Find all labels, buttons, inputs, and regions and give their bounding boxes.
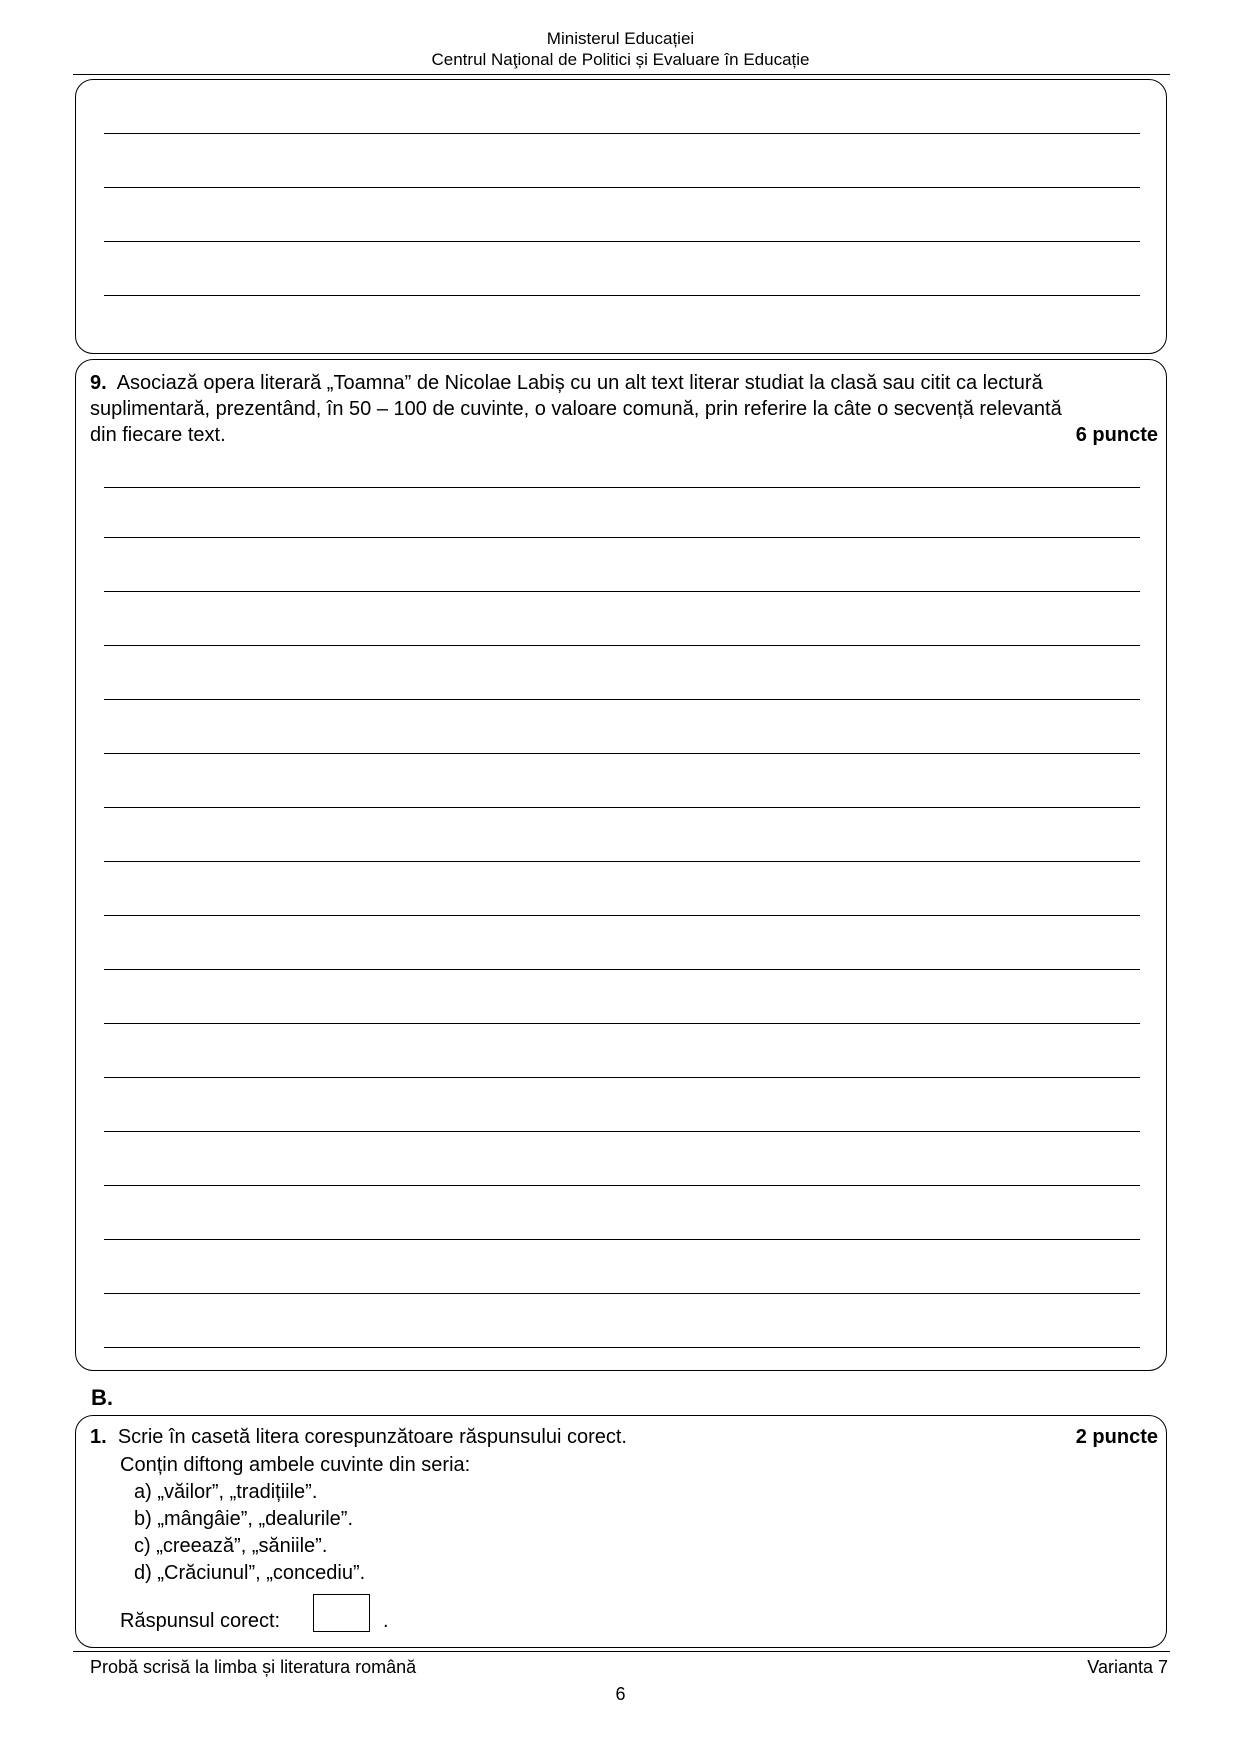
answer-line[interactable] xyxy=(104,133,1140,134)
question-number: 9. xyxy=(90,372,107,394)
option-a[interactable] xyxy=(134,1479,317,1505)
question-points: 6 puncte xyxy=(1075,424,1158,446)
option-text: „văilor”, „tradițiile”. xyxy=(157,1481,318,1503)
answer-line[interactable] xyxy=(104,807,1140,808)
page-header xyxy=(0,28,1241,70)
answer-line[interactable] xyxy=(104,1185,1140,1186)
answer-line[interactable] xyxy=(104,645,1140,646)
footer-divider xyxy=(73,1651,1170,1652)
answer-line[interactable] xyxy=(104,699,1140,700)
section-b-label: B. xyxy=(91,1385,113,1410)
answer-line[interactable] xyxy=(104,487,1140,488)
answer-label: Răspunsul corect: xyxy=(120,1610,281,1632)
answer-box-previous xyxy=(75,79,1167,354)
answer-line[interactable] xyxy=(104,187,1140,188)
question-text-line: Asociază opera literară „Toamna” de Nicolae Labiș cu un alt text literar studiat la clasă sau citit ca lectură xyxy=(116,372,1043,394)
answer-line[interactable] xyxy=(104,1347,1140,1348)
answer-line[interactable] xyxy=(104,753,1140,754)
question-9-text xyxy=(90,370,1158,448)
option-letter: b) xyxy=(134,1508,152,1530)
option-text: „mângâie”, „dealurile”. xyxy=(157,1508,353,1530)
option-d[interactable] xyxy=(134,1560,365,1586)
option-letter: d) xyxy=(134,1562,152,1584)
answer-line[interactable] xyxy=(104,241,1140,242)
header-divider xyxy=(73,74,1170,75)
question-points: 2 puncte xyxy=(1075,1426,1158,1448)
question-number: 1. xyxy=(90,1426,107,1448)
header-ministry: Ministerul Educației xyxy=(546,29,695,48)
answer-line[interactable] xyxy=(104,295,1140,296)
answer-line[interactable] xyxy=(104,915,1140,916)
answer-line[interactable] xyxy=(104,861,1140,862)
answer-line[interactable] xyxy=(104,537,1140,538)
option-c[interactable] xyxy=(134,1533,327,1559)
option-text: „creează”, „săniile”. xyxy=(156,1535,328,1557)
answer-line[interactable] xyxy=(104,969,1140,970)
question-text-line: din fiecare text. xyxy=(90,424,226,446)
question-text-line: suplimentară, prezentând, în 50 – 100 de cuvinte, o valoare comună, prin referire la câte o secvență relevantă xyxy=(90,398,1062,420)
answer-end-period: . xyxy=(383,1610,389,1632)
option-letter: c) xyxy=(134,1535,151,1557)
footer-exam-title: Probă scrisă la limba și literatura română xyxy=(90,1657,417,1677)
answer-line[interactable] xyxy=(104,591,1140,592)
question-text-line: Scrie în casetă litera corespunzătoare răspunsului corect. xyxy=(117,1426,627,1448)
answer-line[interactable] xyxy=(104,1293,1140,1294)
header-center: Centrul Naţional de Politici și Evaluare în Educație xyxy=(431,50,810,69)
answer-line[interactable] xyxy=(104,1077,1140,1078)
question-9-box xyxy=(75,359,1167,1371)
answer-line[interactable] xyxy=(104,1239,1140,1240)
page-number: 6 xyxy=(615,1684,626,1704)
footer-variant: Varianta 7 xyxy=(1087,1657,1168,1677)
answer-box[interactable] xyxy=(313,1594,370,1632)
option-letter: a) xyxy=(134,1481,152,1503)
question-b1-text xyxy=(90,1424,1158,1450)
answer-line[interactable] xyxy=(104,1023,1140,1024)
question-stem: Conțin diftong ambele cuvinte din seria: xyxy=(120,1454,471,1476)
answer-line[interactable] xyxy=(104,1131,1140,1132)
option-b[interactable] xyxy=(134,1506,353,1532)
option-text: „Crăciunul”, „concediu”. xyxy=(157,1562,366,1584)
